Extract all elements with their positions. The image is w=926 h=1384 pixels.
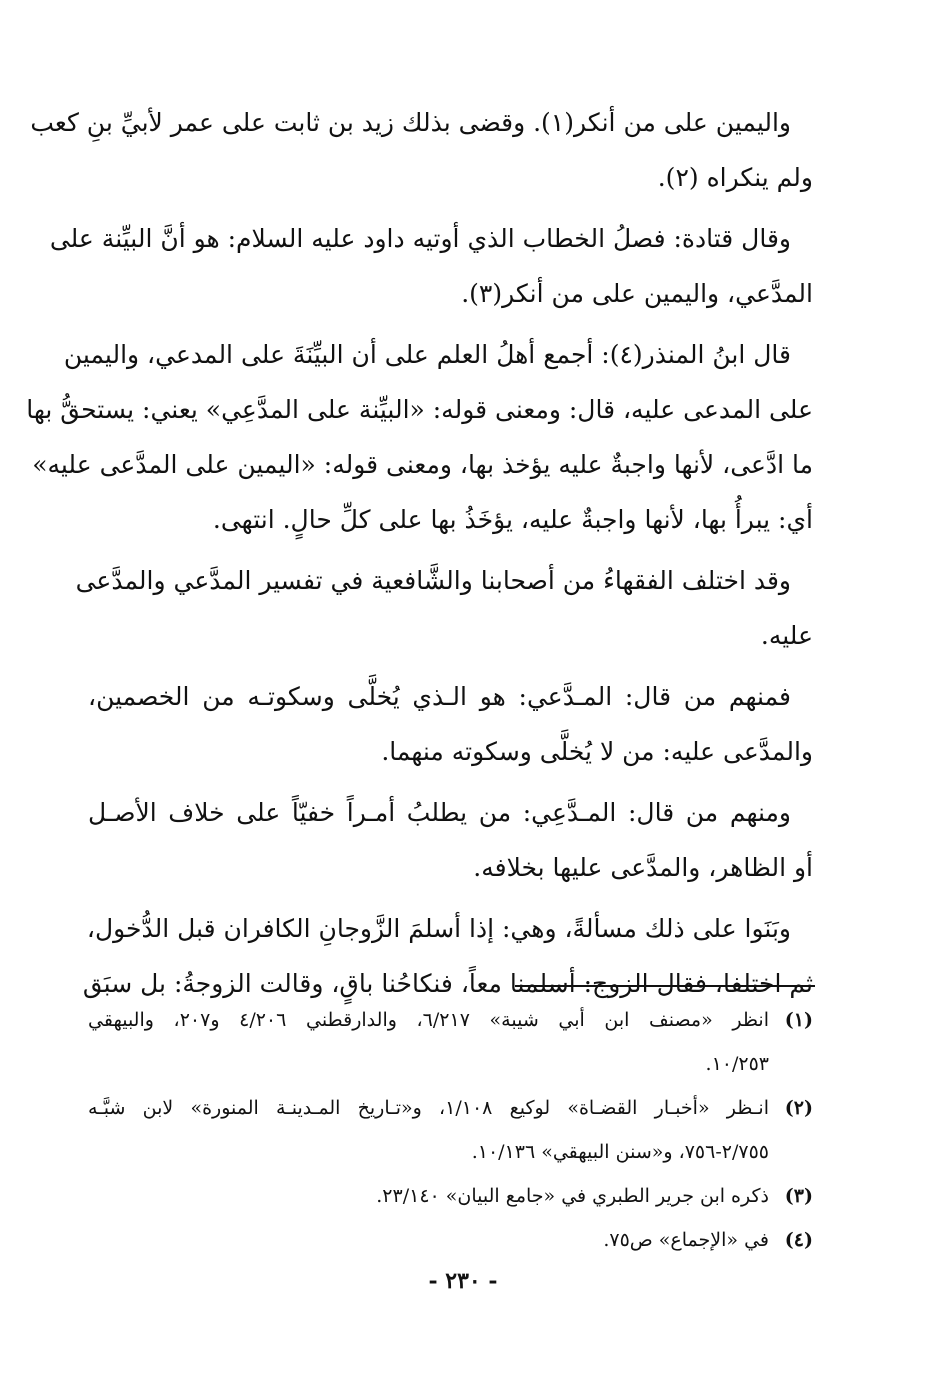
text-line: أو الظاهر، والمدَّعى عليها بخلافه.	[473, 853, 813, 882]
text-line: انظر «مصنف ابن أبي شيبة» ٦/٢١٧، والدارقطني ٤/٢٠٦ و٢٠٧، والبيهقي	[88, 1009, 770, 1031]
paragraph	[30, 95, 813, 205]
page-number: - ٢٣٠ -	[428, 1268, 498, 1294]
paragraph	[82, 901, 813, 1011]
footnote-text	[88, 1174, 769, 1218]
paragraph	[26, 327, 813, 547]
text-line: فمنهم من قال: المـدَّعي: هو الـذي يُخلَّى وسكوتـه من الخصمين،	[88, 682, 791, 711]
text-line: أي: يبرأُ بها، لأنها واجبةٌ عليه، يؤخَذُ بها على كلِّ حالٍ. انتهى.	[212, 505, 813, 534]
footnote-number: (٤)	[784, 1229, 813, 1251]
footnote-item	[88, 998, 813, 1086]
footnote-text	[88, 1218, 769, 1262]
footnote-item	[88, 1218, 813, 1262]
paragraph	[88, 785, 813, 895]
text-line: ذكره ابن جرير الطبري في «جامع البيان» ٢٣/١٤٠.	[376, 1185, 769, 1207]
main-text	[26, 95, 813, 1017]
paragraph	[75, 553, 813, 663]
text-line: وقد اختلف الفقهاءُ من أصحابنا والشَّافعية في تفسير المدَّعي والمدَّعى	[75, 566, 791, 595]
paragraph	[88, 669, 813, 779]
text-line: ثم اختلفا، فقال الزوج: أسلمنا معاً، فنكاحُنا باقٍ، وقالت الزوجةُ: بل سبَق	[82, 969, 813, 998]
footnotes	[88, 998, 813, 1262]
footnote-number: (٣)	[784, 1185, 813, 1207]
text-line: والمدَّعى عليه: من لا يُخلَّى وسكوته منهما.	[381, 737, 813, 766]
text-line: انـظر «أخبـار القضـاة» لوكيع ١/١٠٨، و«تـاريخ المـدينـة المنورة» لابن شبَّـه	[88, 1097, 769, 1119]
text-line: واليمين على من أنكر(١). وقضى بذلك زيد بن ثابت على عمر لأبيِّ بنِ كعب	[30, 108, 791, 137]
text-line: وقال قتادة: فصلُ الخطاب الذي أوتيه داود عليه السلام: هو أنَّ البيِّنة على	[49, 224, 791, 253]
footnote-item	[88, 1174, 813, 1218]
footnote-separator	[515, 985, 815, 987]
text-line: ومنهم من قال: المـدَّعِي: من يطلبُ أمـراً خفيّاً على خلاف الأصـل	[88, 798, 791, 827]
text-line: على المدعى عليه، قال: ومعنى قوله: «البيِّنة على المدَّعِي» يعني: يستحقُّ بها	[26, 395, 813, 424]
text-line: قال ابنُ المنذر(٤): أجمع أهلُ العلم على أن البيِّنَةَ على المدعي، واليمين	[63, 340, 791, 369]
text-line: ١٠/٢٥٣.	[705, 1053, 769, 1075]
text-line: ٢/٧٥٥-٧٥٦، و«سنن البيهقي» ١٠/١٣٦.	[471, 1141, 769, 1163]
footnote-text	[88, 998, 769, 1086]
footnote-text	[88, 1086, 769, 1174]
text-line: المدَّعي، واليمين على من أنكر(٣).	[461, 279, 813, 308]
text-line: عليه.	[760, 621, 813, 650]
footnote-number: (٢)	[784, 1097, 813, 1119]
footnote-item	[88, 1086, 813, 1174]
text-line: ولم ينكراه (٢).	[657, 163, 813, 192]
footnote-number: (١)	[784, 1009, 813, 1031]
text-line: وبَنَوا على ذلك مسألةً، وهي: إذا أسلمَ الزَّوجانِ الكافران قبل الدُّخول،	[86, 914, 791, 943]
text-line: في «الإجماع» ص٧٥.	[603, 1229, 769, 1251]
paragraph	[49, 211, 813, 321]
text-line: ما ادَّعى، لأنها واجبةٌ عليه يؤخذ بها، ومعنى قوله: «اليمين على المدَّعى عليه»	[32, 450, 813, 479]
